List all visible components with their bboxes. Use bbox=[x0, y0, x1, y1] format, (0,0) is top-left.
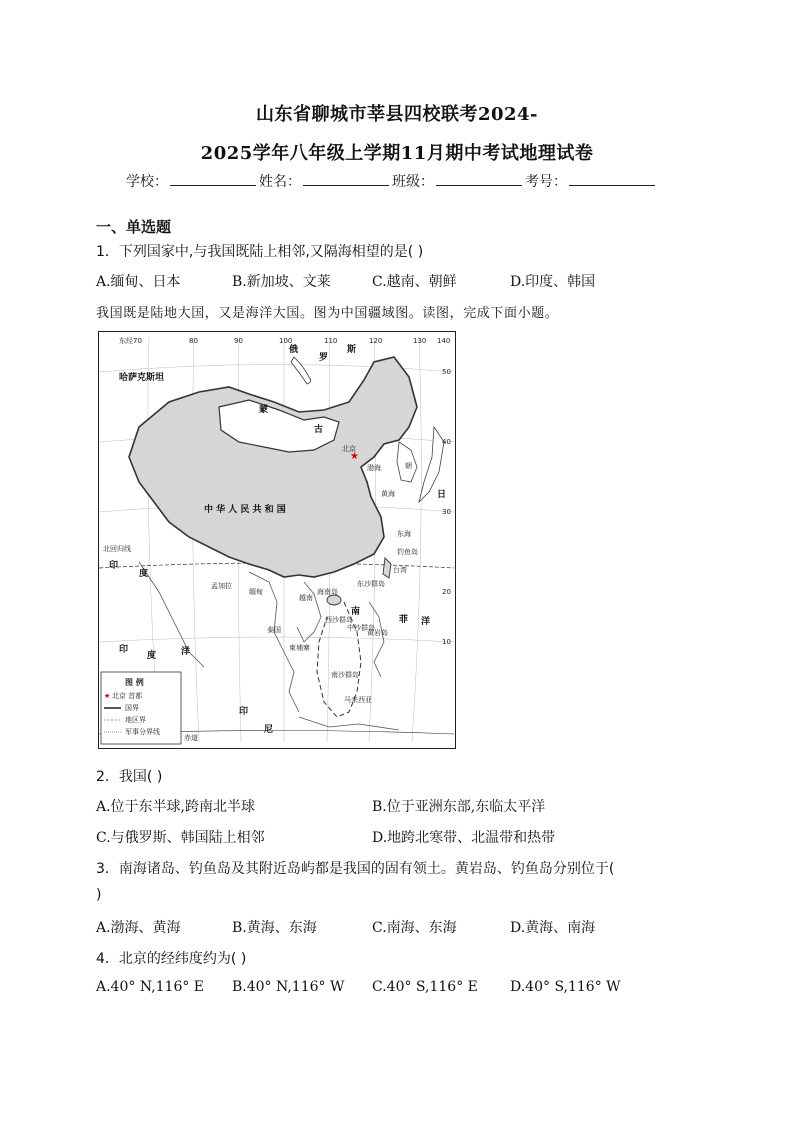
label-russia-a: 俄 bbox=[289, 345, 299, 355]
lon-tick-90: 90 bbox=[234, 337, 243, 345]
q1-option-c[interactable]: C.越南、朝鲜 bbox=[372, 274, 457, 290]
lat-tick-40: 40 bbox=[442, 438, 451, 446]
legend-star-icon: ★ bbox=[104, 692, 111, 700]
lat-tick-30: 30 bbox=[442, 508, 451, 516]
label-vietnam: 越南 bbox=[299, 594, 313, 602]
q3-option-d[interactable]: D.黄海、南海 bbox=[510, 920, 596, 936]
label-mongolia-a: 蒙 bbox=[259, 405, 269, 415]
question-2-options-row2 bbox=[96, 827, 696, 847]
q3-option-a[interactable]: A.渤海、黄海 bbox=[96, 920, 181, 936]
question-3-options bbox=[96, 917, 696, 937]
q2-option-d[interactable]: D.地跨北寒带、北温带和热带 bbox=[372, 830, 556, 846]
question-1-stem: 1．下列国家中,与我国既陆上相邻,又隔海相望的是( ) bbox=[96, 244, 424, 260]
label-malaysia: 马来西亚 bbox=[344, 696, 372, 704]
lon-tick-140: 140 bbox=[437, 337, 451, 345]
lat-tick-10: 10 bbox=[442, 638, 451, 646]
label-indian-ocean-b: 度 bbox=[147, 651, 157, 661]
label-thailand: 泰国 bbox=[267, 626, 281, 634]
indonesia-coast bbox=[299, 717, 399, 730]
label-india-b: 度 bbox=[139, 569, 149, 579]
label-hainan: 海南岛 bbox=[317, 588, 338, 596]
question-4-options bbox=[96, 979, 696, 999]
q1-option-a[interactable]: A.缅甸、日本 bbox=[96, 274, 181, 290]
q2-option-c[interactable]: C.与俄罗斯、韩国陆上相邻 bbox=[96, 830, 265, 846]
label-bohai: 渤海 bbox=[367, 464, 381, 472]
label-east-sea: 东海 bbox=[397, 530, 411, 538]
lon-tick-120: 120 bbox=[369, 337, 383, 345]
label-myanmar: 缅甸 bbox=[249, 588, 263, 596]
name-label: 姓名： bbox=[259, 174, 301, 190]
student-info-row bbox=[126, 171, 658, 191]
label-philippines: 菲 bbox=[399, 615, 409, 625]
class-field[interactable] bbox=[436, 171, 522, 186]
q3-option-b[interactable]: B.黄海、东海 bbox=[232, 920, 317, 936]
label-xisha: 西沙群岛 bbox=[325, 616, 353, 624]
label-diaoyu: 钓鱼岛 bbox=[397, 548, 418, 556]
lake-baikal bbox=[291, 357, 311, 384]
school-label: 学校： bbox=[126, 174, 168, 190]
label-russia-c: 斯 bbox=[347, 345, 357, 355]
label-china: 中 华 人 民 共 和 国 bbox=[204, 505, 286, 515]
label-indian-ocean-c: 洋 bbox=[181, 647, 191, 657]
label-south-sea: 南 bbox=[351, 607, 361, 617]
q1-option-d[interactable]: D.印度、韩国 bbox=[510, 274, 596, 290]
q4-option-b[interactable]: B.40° N,116° W bbox=[232, 979, 345, 995]
label-pacific: 洋 bbox=[421, 617, 431, 627]
q2-option-b[interactable]: B.位于亚洲东部,东临太平洋 bbox=[372, 799, 546, 815]
label-indonesia-b: 尼 bbox=[264, 725, 274, 735]
label-sea-of-japan: 日 bbox=[437, 490, 447, 500]
china-territory-map bbox=[98, 331, 456, 749]
q2-option-a[interactable]: A.位于东半球,跨南北半球 bbox=[96, 799, 256, 815]
legend-capital: 北京 首都 bbox=[112, 692, 143, 700]
question-3-stem: 3．南海诸岛、钓鱼岛及其附近岛屿都是我国的固有领土。黄岩岛、钓鱼岛分别位于( bbox=[96, 861, 615, 877]
label-beijing: 北京 bbox=[342, 445, 356, 453]
lat-tick-20: 20 bbox=[442, 588, 451, 596]
map-intro-text: 我国既是陆地大国，又是海洋大国。图为中国疆域图。读图，完成下面小题。 bbox=[96, 306, 559, 321]
q4-option-a[interactable]: A.40° N,116° E bbox=[96, 979, 205, 995]
map-figure bbox=[99, 332, 454, 747]
label-indonesia-a: 印 bbox=[239, 707, 249, 717]
q4-option-d[interactable]: D.40° S,116° W bbox=[510, 979, 621, 995]
section-title: 一、单选题 bbox=[96, 218, 172, 236]
lon-tick-130: 130 bbox=[413, 337, 427, 345]
lon-tick-100: 100 bbox=[279, 337, 293, 345]
lon-tick-80: 80 bbox=[189, 337, 198, 345]
taiwan-shape bbox=[383, 558, 391, 578]
label-nansha: 南沙群岛 bbox=[331, 671, 359, 679]
label-indian-ocean-a: 印 bbox=[119, 645, 129, 655]
map-legend bbox=[101, 672, 181, 744]
q4-option-c[interactable]: C.40° S,116° E bbox=[372, 979, 478, 995]
name-field[interactable] bbox=[303, 171, 389, 186]
label-yellow-sea: 黄海 bbox=[381, 490, 395, 498]
class-label: 班级： bbox=[392, 174, 434, 190]
legend-military-line: 军事分界线 bbox=[125, 728, 160, 736]
lat-tick-50: 50 bbox=[442, 368, 451, 376]
label-huangyan: 黄岩岛 bbox=[367, 629, 388, 637]
label-tropic: 北回归线 bbox=[103, 545, 131, 553]
question-4-stem: 4．北京的经纬度约为( ) bbox=[96, 951, 247, 967]
legend-national-border: 国界 bbox=[125, 704, 139, 712]
label-korea: 朝 bbox=[405, 462, 412, 470]
label-dongsha: 东沙群岛 bbox=[357, 580, 385, 588]
beijing-star-icon: ★ bbox=[350, 451, 359, 462]
question-1-options bbox=[96, 271, 696, 291]
page-title-line2: 2025学年八年级上学期11月期中考试地理试卷 bbox=[200, 143, 594, 164]
label-mongolia-b: 古 bbox=[314, 425, 324, 435]
lon-tick-70: 东经70 bbox=[119, 337, 142, 345]
label-zhongsha: 中沙群岛 bbox=[347, 624, 375, 632]
legend-regional-border: 地区界 bbox=[125, 716, 146, 724]
philippines-coast bbox=[369, 602, 384, 677]
q3-option-c[interactable]: C.南海、东海 bbox=[372, 920, 457, 936]
exam-number-label: 考号： bbox=[525, 174, 567, 190]
label-kazakhstan: 哈萨克斯坦 bbox=[119, 373, 165, 383]
question-2-options-row1 bbox=[96, 796, 696, 816]
label-russia-b: 罗 bbox=[319, 353, 329, 363]
exam-number-field[interactable] bbox=[569, 171, 655, 186]
school-field[interactable] bbox=[170, 171, 256, 186]
page-title-line1: 山东省聊城市莘县四校联考2024- bbox=[255, 104, 539, 125]
question-3-stem-cont: ) bbox=[96, 887, 102, 903]
hainan-shape bbox=[327, 595, 341, 605]
q1-option-b[interactable]: B.新加坡、文莱 bbox=[232, 274, 331, 290]
label-bangladesh: 孟加拉 bbox=[211, 582, 232, 590]
legend-title: 图 例 bbox=[125, 678, 144, 687]
label-taiwan: 台湾 bbox=[393, 566, 407, 574]
label-equator: 赤道 bbox=[184, 734, 198, 742]
question-2-stem: 2．我国( ) bbox=[96, 769, 163, 785]
lon-tick-110: 110 bbox=[324, 337, 338, 345]
label-cambodia: 柬埔寨 bbox=[289, 644, 310, 652]
label-india-a: 印 bbox=[109, 561, 119, 571]
